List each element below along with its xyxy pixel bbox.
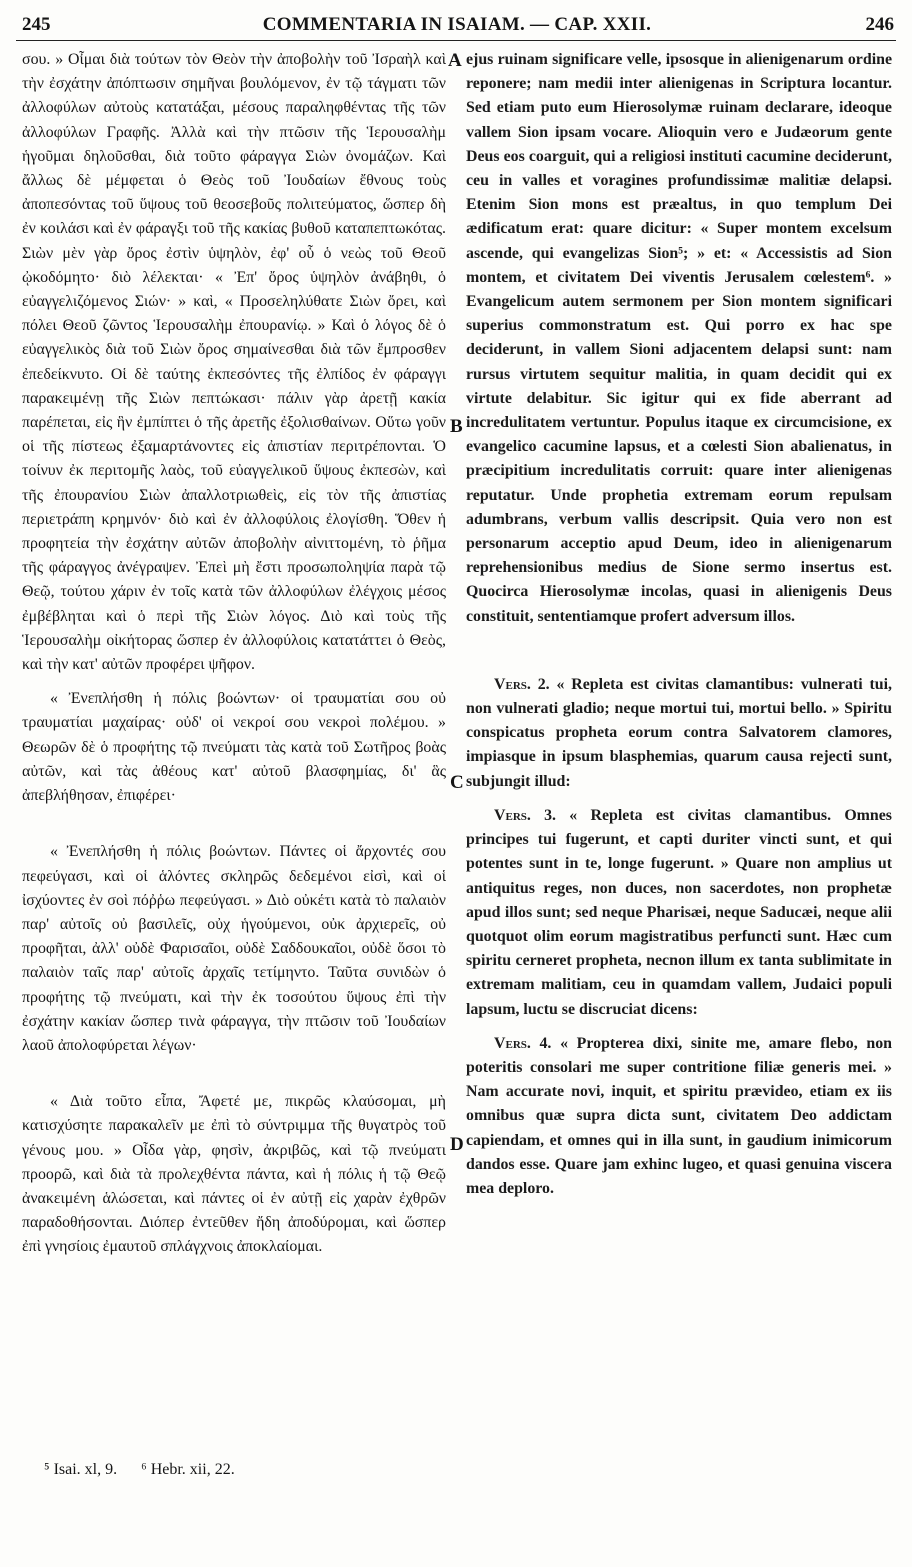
- greek-paragraph-1: σου. » Οἶμαι διὰ τούτων τὸν Θεὸν τὴν ἀποβολὴν τοῦ Ἰσραὴλ καὶ τὴν ἐσχάτην ἀπόπτωσιν σημῆναι βουλόμενον, ἐν τῷ τάγματι τῶν ἀλλοφύλων αὐτοὺς κατατάξαι, μέσους παραληφθέντας τῆς τῶν ἀλλοφύλων Γραφῆς. Ἀλλὰ καὶ τὴν πτῶσιν τῆς Ἱερουσαλὴμ ἡγοῦμαι δηλοῦσθαι, διὰ τοῦτο φάραγγα Σιὼν ὀνομάζων. Καὶ ἄλλως δὲ μέμφεται ὁ Θεὸς τοῦ Ἰουδαίων ἔθνους τοὺς ἀποπεσόντας τοῦ ὕψους τοῦ θεοσεβοῦς πολιτεύματος, ὥσπερ δὴ ἐν κοιλάσι καὶ ἐν φάραγξι τοῦ τῆς κακίας βυθοῦ καταπεπτωκότας. Σιὼν μὲν γὰρ ὄρος ἐστὶν ὑψηλὸν, ἐφ' οὗ ὁ νεὼς τοῦ Θεοῦ ᾠκοδόμητο· διὸ λέλεκται· « Ἐπ' ὄρος ὑψηλὸν ἀνάβηθι, ὁ εὐαγγελιζόμενος Σιών· » καὶ, « Προσεληλύθατε Σιὼν ὄρει, καὶ πόλει Θεοῦ ζῶντος Ἱερουσαλὴμ ἐπουρανίῳ. » Καὶ ὁ λόγος δὲ ὁ εὐαγγελικὸς διὰ τοῦ Σιὼν ὄρος σημαίνεσθαι διὰ τῶν ἔμπροσθεν ἐπεδείκνυτο. Οἱ δὲ ταύτης ἐκπεσόντες τῆς ἐλπίδος ἐν φάραγγι παρακειμένῃ τῆς Σιὼν πεπτώκασι· πάλιν γὰρ ἀρετῇ κακία παρέπεται, εἰς ἣν ἐμπίπτει ὁ τῆς ἀρετῆς ἐξολισθαίνων. Οὕτω γοῦν οἱ τῆς πίστεως ἐξαμαρτάνοντες εἰς ἀπιστίαν περιτρέπονται. Ὁ τοίνυν ἐκ περιτομῆς λαὸς, τοῦ εὐαγγελικοῦ ὕψους ἐκπεσὼν, καὶ τῆς ἐπουρανίου Σιὼν ἀπαλλοτριωθεὶς, εἰς τὸν τῆς ἀπιστίας περιετράπη κρημνόν· διὸ καὶ ἐν ἀλλοφύλοις ἐλογίσθη. Ὅθεν ἡ προφητεία τὴν ἐσχάτην αὐτῶν ἀποβολὴν αἰνιττομένη, τὸ ῥῆμα τῆς φάραγγος ἀνέγραψεν. Ἐπεὶ μὴ ἔστι προσωποληψία παρὰ τῷ Θεῷ, τούτου χάριν ἐν τοῖς κατὰ τῶν ἀλλοφύλων ἐλέγχοις μέσος ἐμβέβληται καὶ ὁ περὶ τῆς Σιὼν λόγος. Διὸ καὶ τοὺς τῆς Ἱερουσαλὴμ οἰκήτορας ὥσπερ ἐν ἀλλοφύλοις κατατάττει ὁ Θεὸς, καὶ τὴν κατ' αὐτῶν προφέρει ψῆφον.: [22, 51, 446, 674]
- page-number-left: 245: [22, 14, 51, 35]
- margin-marker-a: A: [448, 50, 462, 71]
- greek-paragraph-4: « Διὰ τοῦτο εἶπα, Ἄφετέ με, πικρῶς κλαύσομαι, μὴ κατισχύσητε παρακαλεῖν με ἐπὶ τὸ σύντριμμα τῆς θυγατρὸς τοῦ γένους μου. » Οἶδα γὰρ, φησὶν, ἀκριβῶς, καὶ τῷ πνεύματι προορῶ, καὶ διὰ τὰ προλεχθέντα πάντα, καὶ ἡ πόλις ἡ τῷ Θεῷ ἀνακειμένη ἁλώσεται, καὶ πάντες οἱ ἐν αὐτῇ εἰς χαρὰν ἐχθρῶν παραδοθήσονται. Διόπερ ἐντεῦθεν ἤδη ἀποδύρομαι, καὶ ὥσπερ ἐπὶ γνησίοις ἐμαυτοῦ σπλάγχνοις ἀποκλαίομαι.: [22, 1093, 446, 1256]
- greek-paragraph-3: « Ἐνεπλήσθη ἡ πόλις βοώντων. Πάντες οἱ ἄρχοντές σου πεφεύγασι, καὶ οἱ ἁλόντες σκληρῶς δεδεμένοι εἰσὶ, καὶ οἱ ἰσχύοντες ἐν σοὶ πόῤῥω πεφεύγασι. » Διὸ οὐκέτι κατὰ τὸ παλαιὸν παρ' αὐτοῖς οὐ βασιλεῖς, οὐχ ἡγούμενοι, οὐκ ἀρχιερεῖς, οὐ προφῆται, ἀλλ' οὐδὲ Φαρισαῖοι, οὐδὲ Σαδδουκαῖοι, οὐδὲ ὅσοι τὸ παλαιὸν ταῖς παρ' αὐτοῖς ἀρχαῖς τετίμηντο. Ταῦτα συνιδὼν ὁ προφήτης τῷ πνεύματι, καὶ τὴν ἐκ τοσούτου ὕψους ἐπὶ τὴν ἐσχάτην κακίαν ὥσπερ τινὰ φάραγγα, τὴν πτῶσιν τοῦ Ἰουδαίων λαοῦ ἀπολοφύρεται λέγων·: [22, 843, 446, 1054]
- verse-2-text: « Repleta est civitas clamantibus: vulnerati tui, non vulnerati gladio; neque mortui tui, mortui bello. » Spiritu conspicatus propheta eorum contra Salvatorem clamores, impiasque in ipsum blasphemias, quarum causa rejecti sunt, subjungit illud:: [466, 675, 892, 790]
- margin-marker-b: B: [450, 416, 463, 437]
- footnote-6: ⁶ Hebr. xii, 22.: [141, 1461, 235, 1478]
- greek-paragraph-2: « Ἐνεπλήσθη ἡ πόλις βοώντων· οἱ τραυματίαι σου οὐ τραυματίαι μαχαίρας· οὐδ' οἱ νεκροί σου νεκροὶ πολέμου. » Θεωρῶν δὲ ὁ προφήτης τῷ πνεύματι τὰς κατὰ τοῦ Σωτῆρος βοὰς αὐτῶν, καὶ τὰς ἀθέους κατ' αὐτοῦ βλασφημίας, δι' ἃς ἀπεβλήθησαν, ἐπιφέρει·: [22, 690, 446, 805]
- margin-marker-c: C: [450, 772, 464, 793]
- verse-3-text: « Repleta est civitas clamantibus. Omnes principes tui fugerunt, et capti duriter vincti sunt, et qui potentes sunt in te, longe fugerunt. » Quare non amplius ut antiquitus reges, non duces, non sacerdotes, non prophetæ apud illos sunt; sed neque Pharisæi, neque Saducæi, neque alii quotquot olim eorum magistratibus perfuncti sunt. Hæc cum spiritu cerneret propheta, necnon illum ex tanta sublimitate in extremam malitiam, ceu in quamdam vallem, Judaici populi lapsum, luctu se discruciat dicens:: [466, 806, 892, 1018]
- footnote-5: ⁵ Isai. xl, 9.: [44, 1461, 118, 1478]
- verse-2-label: Vers. 2.: [494, 675, 550, 693]
- footnotes: [44, 1461, 255, 1479]
- verse-4-label: Vers. 4.: [494, 1034, 552, 1052]
- page-number-right: 246: [865, 14, 894, 35]
- verse-3-label: Vers. 3.: [494, 806, 557, 824]
- latin-paragraph-1: ejus ruinam significare velle, ipsosque in alienigenarum ordine reponere; nam medii inter alienigenas in Scriptura locantur. Sed etiam puto eum Hierosolymæ ruinam declarare, ideoque vallem Sion ipsam vocare. Alioquin vero e Judæorum gente Deus eos coarguit, qui a religiosi instituti cacumine deciderunt, ceu in valles et voragines profundissimæ malitiæ delapsi. Etenim Sion mons est præaltus, in quo templum Dei ædificatum erat: quare dicitur: « Super montem excelsum ascende, qui evangelizas Sion⁵; » et: « Accessistis ad Sion montem, et civitatem Dei viventis Jerusalem cœlestem⁶. » Evangelicum autem sermonem per Sion montem significari superius commonstratum est. Qui porro ex hac spe deciderunt, in vallem Sioni adjacentem delapsi sunt: nam rursus virtutem sequitur malitia, in quam decidit qui ex virtute delabitur. Sic igitur qui ex fide aberrant ad incredulitatem vertuntur. Populus itaque ex circumcisione, ex evangelico cacumine lapsus, et a cœlesti Sion abalienatus, in præcipitium incredulitatis corruit: quare inter alienigenas reputatur. Unde prophetia extremam eorum repulsam adumbrans, verbum vallis descripsit. Quia vero non est personarum acceptio apud Deum, ideo in alienigenarum reprehensionibus medius de Sione sermo insertus est. Quocirca Hierosolymæ incolas, quasi in alienigenis Deus constituit, sententiamque profert adversum illos.: [466, 51, 892, 625]
- verse-4-text: « Propterea dixi, sinite me, amare flebo, non poteritis consolari me super contritione filiæ generis mei. » Nam accurate novi, inquit, et spiritu prævideo, etiam ex iis omnibus quæ supra dicta sunt, civitatem Deo addictam capiendam, et omnes qui in illa sunt, in gaudium inimicorum dandos esse. Quare jam exhinc lugeo, et quasi genuina viscera mea deploro.: [466, 1034, 892, 1197]
- header-rule: [16, 40, 896, 41]
- running-title: COMMENTARIA IN ISAIAM. — CAP. XXII.: [262, 14, 652, 35]
- verse-4-paragraph: [466, 1032, 892, 1201]
- latin-column: [466, 48, 892, 1201]
- verse-3-paragraph: [466, 804, 892, 1022]
- page-header: [16, 14, 898, 40]
- greek-column: [22, 48, 446, 1260]
- verse-2-paragraph: [466, 673, 892, 794]
- margin-marker-d: D: [450, 1134, 464, 1155]
